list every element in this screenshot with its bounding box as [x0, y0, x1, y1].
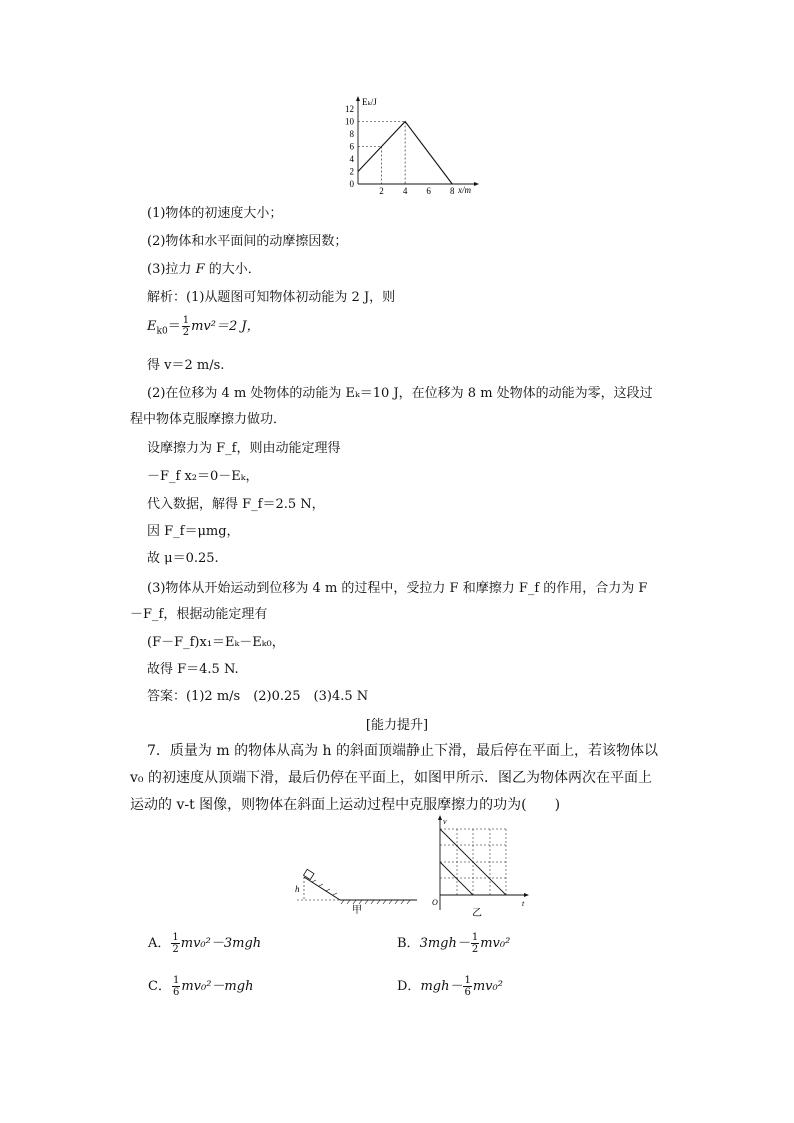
graph-data-marks	[358, 122, 452, 185]
graph-x-ticks	[379, 186, 455, 196]
option-b-fraction	[471, 932, 479, 955]
figure-b-label: 乙	[472, 908, 482, 919]
option-c-letter: C．	[148, 979, 171, 994]
sub3-var: F	[195, 262, 205, 277]
option-c-fraction	[172, 975, 180, 998]
vt-t-label: t	[522, 899, 525, 908]
vt-origin-label: O	[432, 898, 438, 907]
solution-line-9: 故 μ＝0.25.	[147, 551, 219, 566]
y-tick-label: 2	[349, 166, 354, 177]
solution-line-5: 设摩擦力为 F_f，则由动能定理得	[147, 441, 341, 456]
solution-line-6: －F_f x₂＝0－Eₖ，	[147, 469, 259, 484]
option-a-fraction	[171, 932, 179, 955]
section-heading: [能力提升]	[365, 718, 429, 733]
sub-question-3	[147, 261, 261, 279]
x-tick-label: 4	[402, 186, 408, 196]
x-axis-arrow	[474, 182, 479, 186]
option-c-text: mv₀²－mgh	[181, 979, 254, 994]
option-b-pre: 3mgh－	[419, 936, 470, 951]
incline-surface	[304, 877, 340, 900]
y-tick-label: 12	[345, 104, 354, 114]
option-d-letter: D．	[397, 979, 421, 994]
vt-x-arrow	[524, 893, 529, 897]
sub3-post: 的大小．	[204, 262, 261, 277]
graph-y-label: Eₖ/J	[362, 97, 377, 107]
option-b[interactable]	[397, 932, 510, 955]
x-tick-label: 6	[426, 186, 431, 196]
ek0-rhs: mv²＝2 J，	[191, 319, 260, 334]
solution-line-1: 解析：(1)从题图可知物体初动能为 2 J，则	[147, 290, 396, 305]
option-c-den: 6	[172, 987, 180, 998]
ek0-eq: ＝	[167, 319, 181, 334]
solution-line-12: 故得 F＝4.5 N.	[147, 662, 239, 677]
option-a[interactable]	[148, 932, 261, 955]
solution-line-11: (F－F_f)x₁＝Eₖ－Eₖ₀，	[147, 635, 285, 650]
option-d-num: 1	[464, 975, 471, 986]
half-fraction	[182, 315, 190, 338]
vt-v-label: v	[443, 817, 447, 826]
ek0-symbol: E	[147, 319, 157, 334]
option-c[interactable]	[148, 975, 253, 998]
vt-line-slow	[440, 862, 473, 895]
option-b-letter: B．	[397, 936, 420, 951]
sub-question-2: (2)物体和水平面间的动摩擦因数；	[147, 234, 348, 249]
option-a-letter: A．	[148, 936, 171, 951]
figure-incline	[292, 865, 422, 915]
graph-y-ticks	[345, 104, 355, 189]
figure-vt-graph	[430, 815, 530, 920]
solution-line-8: 因 F_f＝μmg，	[147, 524, 240, 539]
option-d-den: 6	[464, 987, 471, 998]
ek-x-graph	[330, 95, 480, 200]
x-tick-label: 8	[449, 186, 455, 196]
option-d-fraction	[463, 975, 471, 998]
y-tick-label: 10	[345, 116, 354, 127]
option-d[interactable]	[397, 975, 503, 998]
vt-y-arrow	[438, 815, 442, 820]
solution-line-7: 代入数据，解得 F_f＝2.5 N，	[147, 497, 325, 512]
y-axis-arrow	[356, 96, 360, 101]
fraction-denominator: 2	[182, 327, 190, 338]
option-a-text: mv₀²－3mgh	[180, 936, 262, 951]
option-c-num: 1	[172, 975, 180, 986]
figure-a-label: 甲	[352, 905, 362, 915]
option-b-text: mv₀²	[480, 936, 511, 951]
question-7-stem: 7．质量为 m 的物体从高为 h 的斜面顶端静止下滑，最后停在平面上，若该物体以 v₀ 的初速度从顶端下滑，最后仍停在平面上，如图甲所示．图乙为物体两次在平面上运动的 v-t 图像，则物体在斜面上运动过程中克服摩擦力的功为( )	[130, 743, 658, 813]
solution-line-3: 得 v＝2 m/s.	[147, 358, 225, 373]
y-tick-label: 0	[349, 179, 354, 189]
option-b-num: 1	[471, 932, 479, 943]
sub-question-1: (1)物体的初速度大小；	[147, 206, 283, 221]
y-tick-label: 8	[349, 129, 354, 139]
option-d-pre: mgh－	[420, 979, 463, 994]
y-tick-label: 6	[349, 141, 354, 152]
fraction-numerator: 1	[182, 315, 190, 326]
solution-paragraph-2: (2)在位移为 4 m 处物体的动能为 Eₖ＝10 J，在位移为 8 m 处物体的动能为零，这段过程中物体克服摩擦力做功．	[130, 386, 653, 427]
solution-paragraph-3: (3)物体从开始运动到位移为 4 m 的过程中，受拉力 F 和摩擦力 F_f 的作用，合力为 F－F_f，根据动能定理有	[130, 581, 648, 622]
option-d-text: mv₀²	[472, 979, 503, 994]
solution-formula-ek0	[147, 312, 260, 347]
option-a-num: 1	[172, 932, 179, 943]
option-b-den: 2	[471, 944, 479, 955]
height-label: h	[295, 884, 300, 894]
graph-x-label: x/m	[458, 185, 471, 195]
y-tick-label: 4	[349, 154, 354, 164]
sub3-pre: (3)拉力	[147, 262, 196, 277]
answer-line: 答案：(1)2 m/s (2)0.25 (3)4.5 N	[147, 689, 369, 704]
x-tick-label: 2	[379, 186, 384, 196]
option-a-den: 2	[172, 944, 179, 955]
ek0-subscript: k0	[156, 326, 168, 337]
graph-axes	[356, 96, 479, 186]
